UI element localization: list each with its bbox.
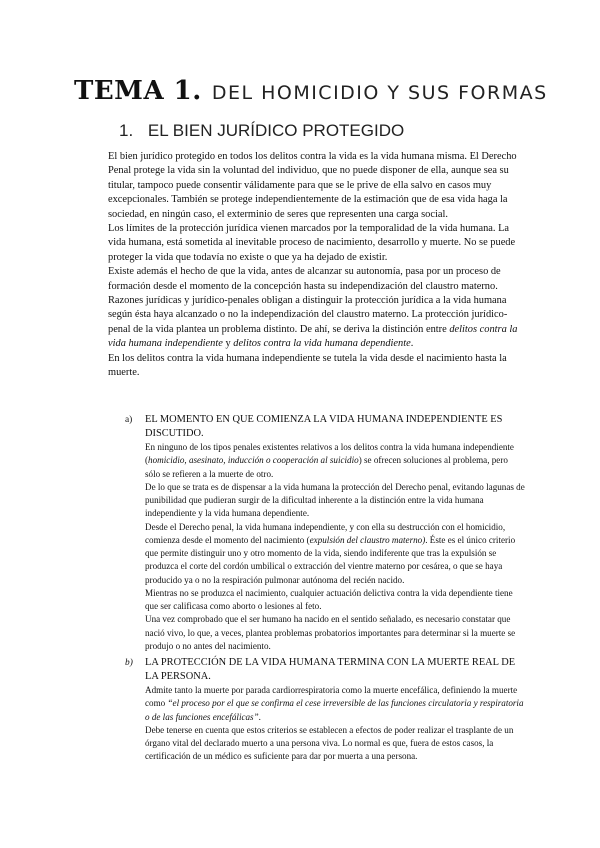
- list-item-a: [125, 413, 525, 653]
- list-item-a-heading: EL MOMENTO EN QUE COMIENZA LA VIDA HUMANA INDEPENDIENTE ES DISCUTIDO.: [145, 414, 503, 439]
- paragraph-1: El bien jurídico protegido en todos los delitos contra la vida es la vida humana misma. El Derecho Penal protege la vida sin la voluntad del individuo, que no puede disponer de ella, aunque sea su titular, tampoco puede consentir válidamente para que se le prive de ella salvo en casos muy excepcionales. También se protege independientemente de la estimación que de esa vida haga la sociedad, en ningún caso, el exterminio de seres que representen una carga social.: [108, 151, 517, 220]
- list-item-b-body: [145, 684, 525, 764]
- section-number: 1.: [119, 121, 134, 140]
- emphasis-independiente: delitos contra la vida humana independiente: [108, 323, 518, 350]
- item-b-paragraph-1: Admite tanto la muerte por parada cardiorrespiratoria como la muerte encefálica, definiendo la muerte como “el proceso por el que se confirma el cese irreversible de las funciones circulatoria y respiratoria o de las funciones encefálicas”.: [145, 685, 524, 722]
- list-item-a-body: [145, 441, 525, 653]
- item-a-paragraph-4: Mientras no se produzca el nacimiento, cualquier actuación delictiva contra la vida dependiente tiene que ser calificasa como aborto o lesiones al feto.: [145, 587, 513, 611]
- title-number: TEMA 1.: [74, 76, 202, 106]
- section-heading: [119, 121, 404, 141]
- emphasis-dependiente: delitos contra la vida humana dependiente: [233, 338, 411, 350]
- page-title: [74, 78, 548, 104]
- list-marker-b: b): [125, 658, 133, 668]
- paragraph-3: Existe además el hecho de que la vida, antes de alcanzar su autonomía, pasa por un proceso de formación desde el momento de la concepción hasta su independización del claustro materno. Razones jurídicas y jurídico-penales obligan a distinguir la protección jurídica a la vida humana según ésta haya alcanzado o no la independización del claustro materno. La protección jurídico-penal de la vida plantea un problema distinto. De ahí, se deriva la distinción entre delitos contra la vida humana independiente y delitos contra la vida humana dependiente.: [108, 266, 518, 350]
- section-title: EL BIEN JURÍDICO PROTEGIDO: [147, 121, 405, 140]
- item-a-paragraph-5: Una vez comprobado que el ser humano ha nacido en el sentido señalado, es necesario constatar que nació vivo, lo que, a veces, plantea problemas probatorios importantes para determinar si la muerte se produjo o no antes del nacimiento.: [145, 614, 516, 651]
- item-a-paragraph-3: Desde el Derecho penal, la vida humana independiente, y con ella su destrucción con el homicidio, comienza desde el momento del nacimiento (expulsión del claustro materno). Éste es el único criterio que permite distinguir uno y otro momento de la vida, siendo indiferente que tras la expulsión se produzca el corte del cordón umbilical o extracción del vientre materno por cesárea, o que se haya producido ya o no la respiración pulmonar autónoma del recién nacido.: [145, 521, 516, 585]
- list-item-b-heading: LA PROTECCIÓN DE LA VIDA HUMANA TERMINA CON LA MUERTE REAL DE LA PERSONA.: [145, 657, 516, 682]
- body-text: [108, 150, 522, 381]
- item-a-paragraph-2: De lo que se trata es de dispensar a la vida humana la protección del Derecho penal, evitando lagunas de punibilidad que pudieran surgir de la dificultad inherente a la distinción entre la vida humana independiente y la vida humana dependiente.: [145, 481, 525, 519]
- paragraph-2: Los límites de la protección jurídica vienen marcados por la temporalidad de la vida humana. La vida humana, está sometida al inevitable proceso de nacimiento, desarrollo y muerte. No se puede proteger la vida que todavía no existe o que ya ha dejado de existir.: [108, 223, 516, 263]
- list-marker-a: a): [125, 415, 133, 425]
- title-text: DEL HOMICIDIO Y SUS FORMAS: [211, 82, 548, 104]
- subsection-list: [125, 413, 525, 764]
- item-b-paragraph-2: Debe tenerse en cuenta que estos criterios se establecen a efectos de poder realizar el trasplante de un órgano vital del declarado muerto a una persona viva. Lo normal es que, fuera de estos casos, la certificación de un médico es suficiente para dar por muerta a una persona.: [145, 724, 514, 762]
- paragraph-4: En los delitos contra la vida humana independiente se tutela la vida desde el nacimiento hasta la muerte.: [108, 352, 507, 379]
- list-item-b: [125, 656, 525, 764]
- item-a-paragraph-1: En ninguno de los tipos penales existentes relativos a los delitos contra la vida humana independiente (homicidio, asesinato, inducción o cooperación al suicidio) se ofrecen soluciones al problema, pero sólo se refieren a la muerte de otro.: [145, 442, 514, 479]
